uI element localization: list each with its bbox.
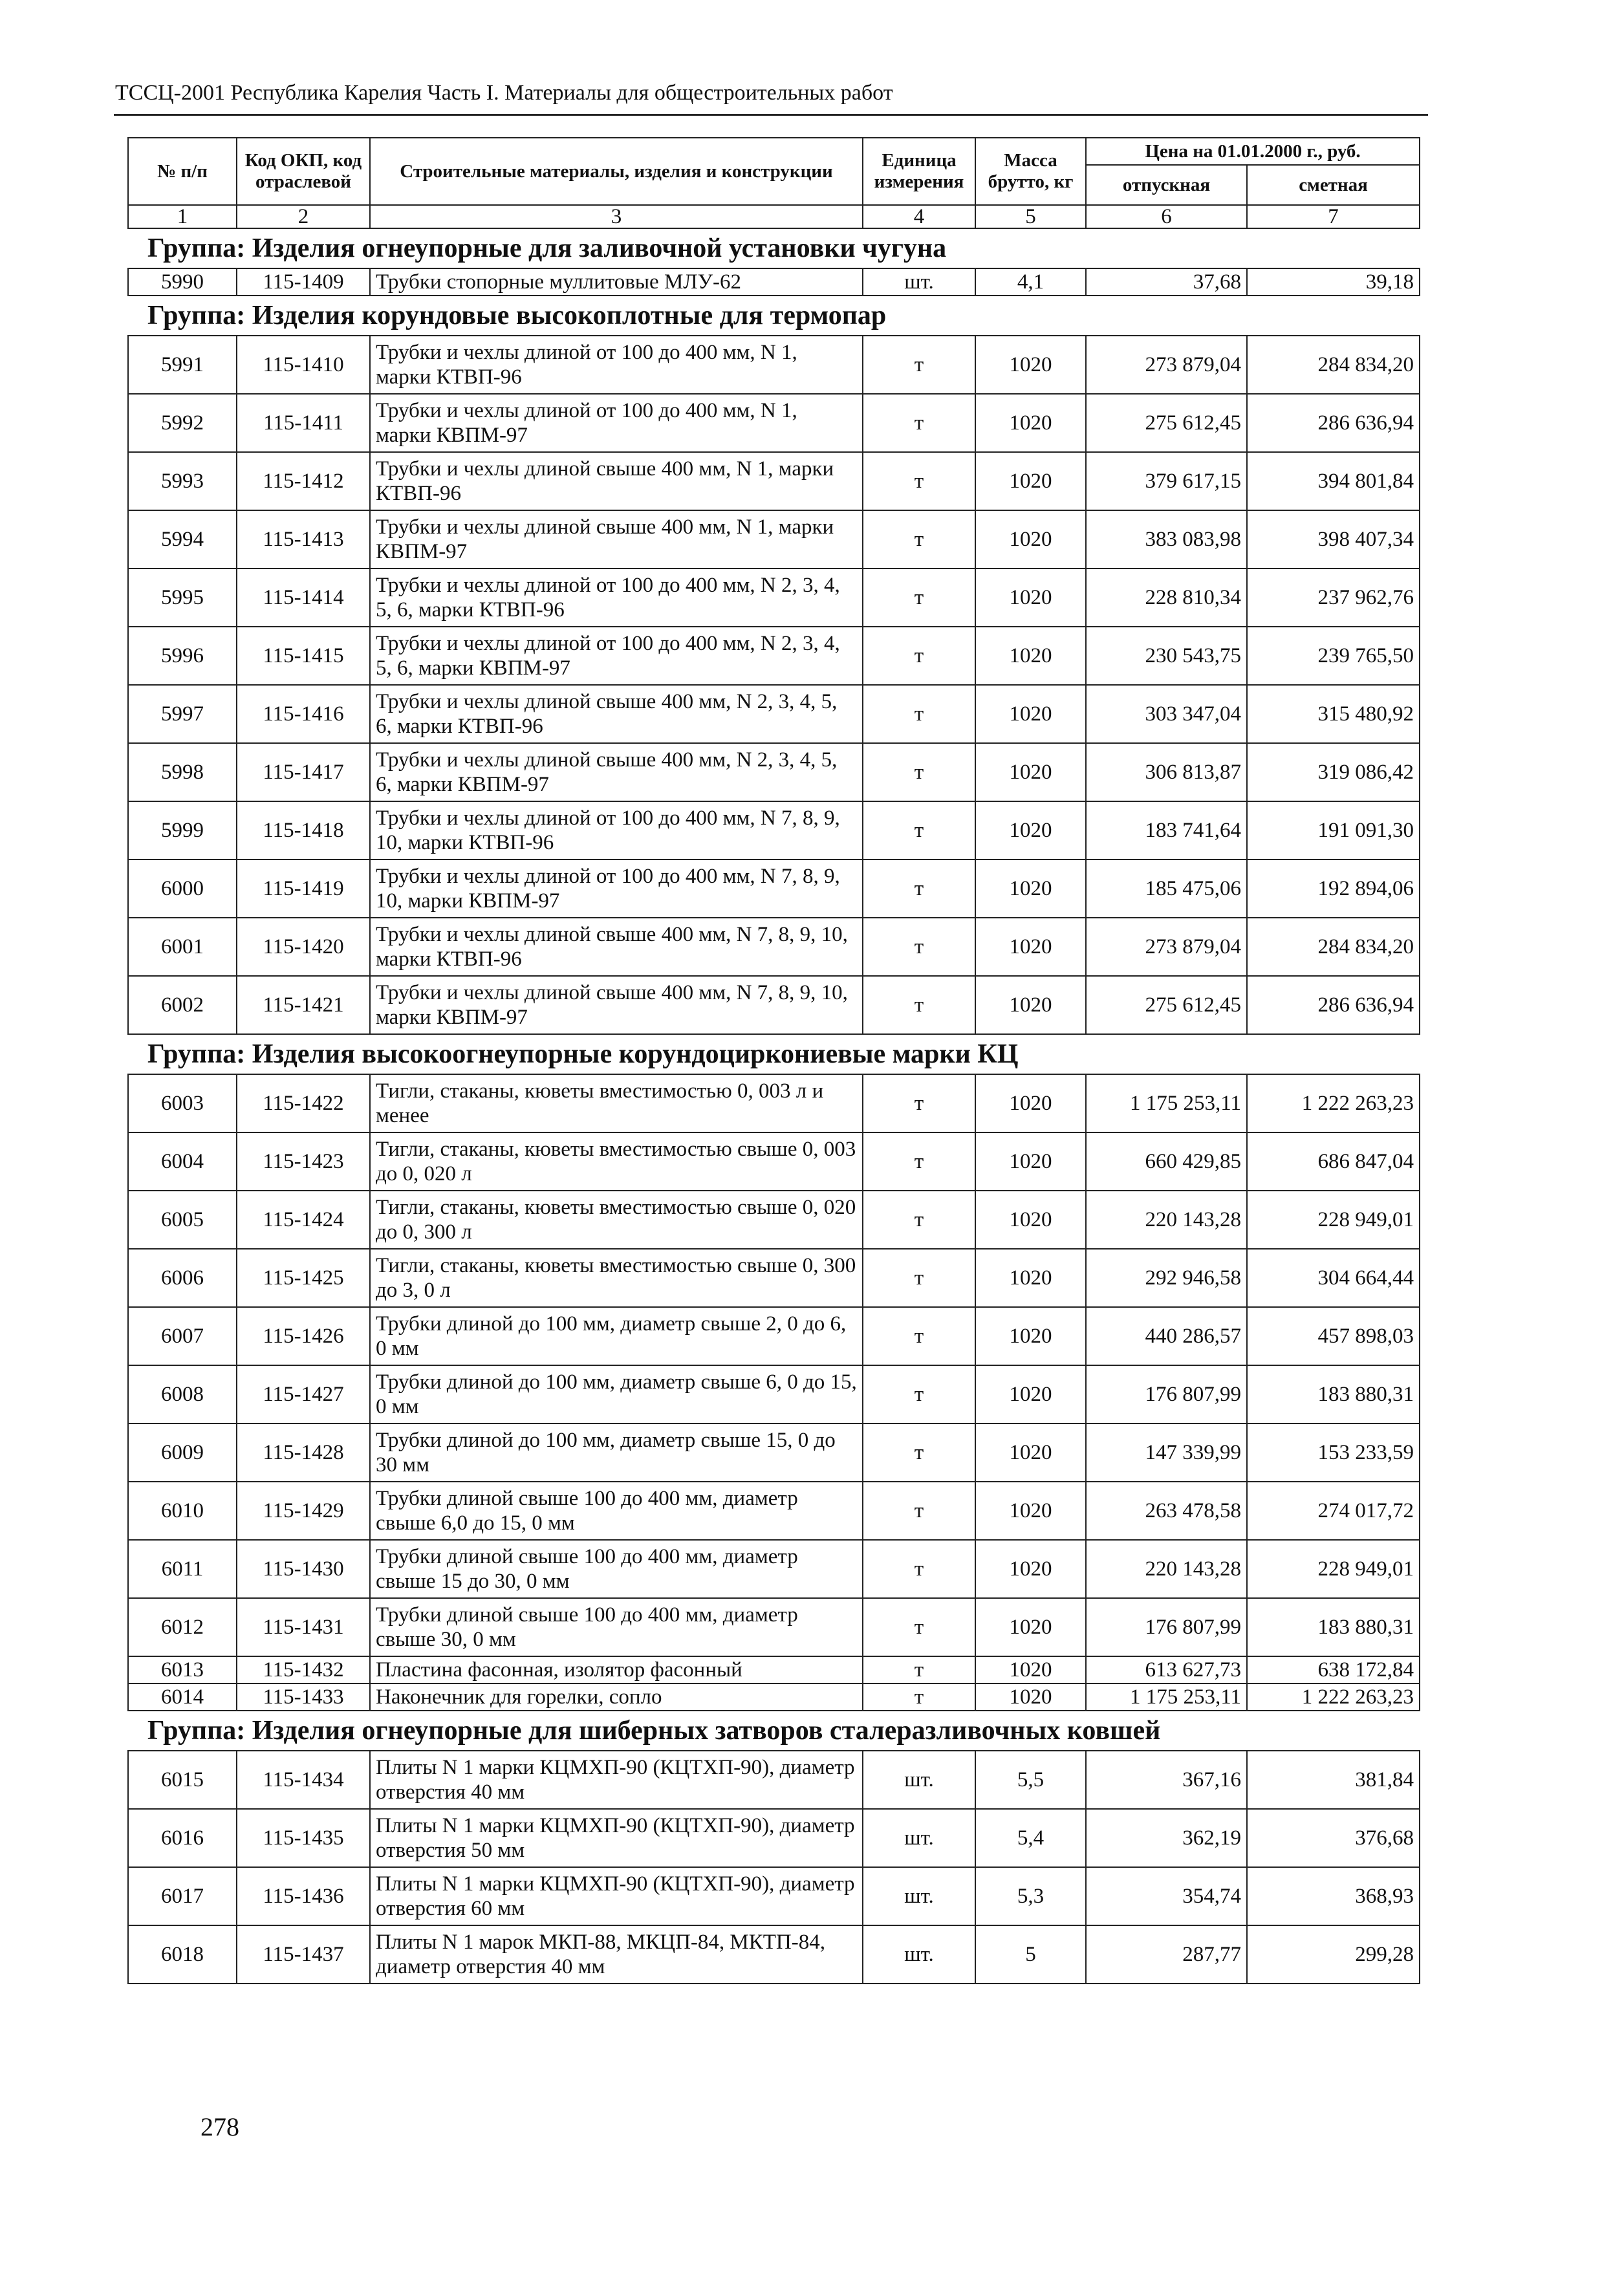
- row-name: Тигли, стаканы, кюветы вместимостью свыше 0, 300 до 3, 0 л: [370, 1249, 863, 1307]
- header-price-release: отпускная: [1086, 165, 1247, 205]
- row-price-release: 275 612,45: [1086, 394, 1247, 452]
- row-mass: 5,3: [975, 1867, 1086, 1925]
- row-index: 5999: [128, 801, 237, 860]
- row-name: Трубки длиной до 100 мм, диаметр свыше 15, 0 до 30 мм: [370, 1423, 863, 1482]
- row-unit: т: [863, 627, 975, 685]
- table-row: [128, 976, 1420, 1034]
- row-price-estimate: 284 834,20: [1247, 336, 1420, 394]
- row-price-release: 354,74: [1086, 1867, 1247, 1925]
- row-price-release: 292 946,58: [1086, 1249, 1247, 1307]
- row-index: 6015: [128, 1751, 237, 1809]
- row-code: 115-1409: [237, 268, 370, 296]
- row-index: 6014: [128, 1683, 237, 1711]
- row-name: Трубки и чехлы длиной от 100 до 400 мм, N 1, марки КВПМ-97: [370, 394, 863, 452]
- row-price-release: 220 143,28: [1086, 1191, 1247, 1249]
- table-row: [128, 452, 1420, 510]
- row-unit: т: [863, 1423, 975, 1482]
- header-num: № п/п: [128, 138, 237, 205]
- row-name: Трубки и чехлы длиной свыше 400 мм, N 7, 8, 9, 10, марки КТВП-96: [370, 918, 863, 976]
- row-mass: 1020: [975, 510, 1086, 568]
- row-unit: т: [863, 510, 975, 568]
- header-unit: Единица измерения: [863, 138, 975, 205]
- row-unit: т: [863, 394, 975, 452]
- row-code: 115-1412: [237, 452, 370, 510]
- row-mass: 1020: [975, 452, 1086, 510]
- row-price-estimate: 183 880,31: [1247, 1365, 1420, 1423]
- row-unit: т: [863, 743, 975, 801]
- row-unit: т: [863, 1598, 975, 1656]
- row-mass: 1020: [975, 1656, 1086, 1683]
- row-price-estimate: 304 664,44: [1247, 1249, 1420, 1307]
- row-index: 5998: [128, 743, 237, 801]
- row-mass: 5: [975, 1925, 1086, 1984]
- row-mass: 1020: [975, 336, 1086, 394]
- row-unit: т: [863, 918, 975, 976]
- header-mass: Масса брутто, кг: [975, 138, 1086, 205]
- row-name: Плиты N 1 марки КЦМХП-90 (КЦТХП-90), диаметр отверстия 40 мм: [370, 1751, 863, 1809]
- row-price-release: 183 741,64: [1086, 801, 1247, 860]
- row-price-release: 1 175 253,11: [1086, 1683, 1247, 1711]
- row-mass: 1020: [975, 1540, 1086, 1598]
- row-index: 5996: [128, 627, 237, 685]
- table-row: [128, 1683, 1420, 1711]
- table-row: [128, 1809, 1420, 1867]
- row-code: 115-1417: [237, 743, 370, 801]
- row-code: 115-1415: [237, 627, 370, 685]
- row-price-release: 176 807,99: [1086, 1365, 1247, 1423]
- row-price-release: 660 429,85: [1086, 1132, 1247, 1191]
- row-code: 115-1411: [237, 394, 370, 452]
- row-code: 115-1437: [237, 1925, 370, 1984]
- row-code: 115-1424: [237, 1191, 370, 1249]
- row-name: Плиты N 1 марок МКП-88, МКЦП-84, МКТП-84, диаметр отверстия 40 мм: [370, 1925, 863, 1984]
- table-row: [128, 801, 1420, 860]
- row-name: Трубки длиной до 100 мм, диаметр свыше 6, 0 до 15, 0 мм: [370, 1365, 863, 1423]
- table-row: [128, 1249, 1420, 1307]
- row-name: Тигли, стаканы, кюветы вместимостью свыше 0, 020 до 0, 300 л: [370, 1191, 863, 1249]
- row-price-estimate: 315 480,92: [1247, 685, 1420, 743]
- row-unit: шт.: [863, 1809, 975, 1867]
- row-code: 115-1430: [237, 1540, 370, 1598]
- row-unit: т: [863, 1307, 975, 1365]
- row-index: 6017: [128, 1867, 237, 1925]
- row-name: Трубки длиной свыше 100 до 400 мм, диаметр свыше 6,0 до 15, 0 мм: [370, 1482, 863, 1540]
- row-price-estimate: 286 636,94: [1247, 394, 1420, 452]
- row-price-estimate: 686 847,04: [1247, 1132, 1420, 1191]
- row-unit: шт.: [863, 1925, 975, 1984]
- row-unit: т: [863, 1074, 975, 1132]
- row-code: 115-1422: [237, 1074, 370, 1132]
- row-name: Трубки и чехлы длиной от 100 до 400 мм, N 7, 8, 9, 10, марки КВПМ-97: [370, 860, 863, 918]
- table-row: [128, 394, 1420, 452]
- row-mass: 4,1: [975, 268, 1086, 296]
- table-row: [128, 1867, 1420, 1925]
- row-price-estimate: 192 894,06: [1247, 860, 1420, 918]
- row-price-estimate: 1 222 263,23: [1247, 1683, 1420, 1711]
- row-code: 115-1414: [237, 568, 370, 627]
- row-price-estimate: 39,18: [1247, 268, 1420, 296]
- row-index: 5994: [128, 510, 237, 568]
- row-name: Плиты N 1 марки КЦМХП-90 (КЦТХП-90), диаметр отверстия 60 мм: [370, 1867, 863, 1925]
- row-price-release: 220 143,28: [1086, 1540, 1247, 1598]
- row-price-estimate: 183 880,31: [1247, 1598, 1420, 1656]
- row-unit: т: [863, 1132, 975, 1191]
- group-heading-row: [128, 296, 1420, 336]
- row-name: Трубки и чехлы длиной от 100 до 400 мм, N 2, 3, 4, 5, 6, марки КВПМ-97: [370, 627, 863, 685]
- row-code: 115-1431: [237, 1598, 370, 1656]
- row-name: Трубки и чехлы длиной свыше 400 мм, N 1, марки КТВП-96: [370, 452, 863, 510]
- row-mass: 5,4: [975, 1809, 1086, 1867]
- row-unit: т: [863, 568, 975, 627]
- row-index: 6004: [128, 1132, 237, 1191]
- table-row: [128, 510, 1420, 568]
- row-mass: 1020: [975, 801, 1086, 860]
- row-code: 115-1436: [237, 1867, 370, 1925]
- row-mass: 1020: [975, 976, 1086, 1034]
- row-index: 6009: [128, 1423, 237, 1482]
- row-price-estimate: 638 172,84: [1247, 1656, 1420, 1683]
- row-code: 115-1425: [237, 1249, 370, 1307]
- table-row: [128, 1540, 1420, 1598]
- group-heading-row: [128, 1034, 1420, 1074]
- row-mass: 1020: [975, 743, 1086, 801]
- row-index: 6001: [128, 918, 237, 976]
- row-unit: шт.: [863, 268, 975, 296]
- row-code: 115-1413: [237, 510, 370, 568]
- column-number: 6: [1086, 205, 1247, 228]
- row-name: Трубки длиной свыше 100 до 400 мм, диаметр свыше 15 до 30, 0 мм: [370, 1540, 863, 1598]
- row-name: Трубки и чехлы длиной свыше 400 мм, N 2, 3, 4, 5, 6, марки КТВП-96: [370, 685, 863, 743]
- row-code: 115-1435: [237, 1809, 370, 1867]
- row-price-estimate: 319 086,42: [1247, 743, 1420, 801]
- row-price-estimate: 299,28: [1247, 1925, 1420, 1984]
- group-heading-row: [128, 1711, 1420, 1751]
- row-index: 6018: [128, 1925, 237, 1984]
- row-mass: 1020: [975, 1598, 1086, 1656]
- column-number: 7: [1247, 205, 1420, 228]
- row-price-estimate: 228 949,01: [1247, 1540, 1420, 1598]
- row-code: 115-1418: [237, 801, 370, 860]
- table-row: [128, 268, 1420, 296]
- row-code: 115-1416: [237, 685, 370, 743]
- row-index: 6006: [128, 1249, 237, 1307]
- row-mass: 1020: [975, 1482, 1086, 1540]
- table-row: [128, 1074, 1420, 1132]
- page-number: 278: [200, 2112, 239, 2141]
- row-mass: 1020: [975, 1191, 1086, 1249]
- group-heading-row: [128, 228, 1420, 268]
- row-index: 6012: [128, 1598, 237, 1656]
- row-unit: т: [863, 976, 975, 1034]
- group-title: Группа: Изделия огнеупорные для шиберных затворов сталеразливочных ковшей: [147, 1716, 1161, 1746]
- table-row: [128, 1925, 1420, 1984]
- row-price-release: 306 813,87: [1086, 743, 1247, 801]
- row-unit: т: [863, 1365, 975, 1423]
- column-number: 5: [975, 205, 1086, 228]
- table-row: [128, 1191, 1420, 1249]
- row-index: 6011: [128, 1540, 237, 1598]
- row-price-estimate: 228 949,01: [1247, 1191, 1420, 1249]
- row-price-release: 37,68: [1086, 268, 1247, 296]
- row-unit: т: [863, 1540, 975, 1598]
- row-price-release: 367,16: [1086, 1751, 1247, 1809]
- row-index: 6013: [128, 1656, 237, 1683]
- header-code: Код ОКП, код отраслевой: [237, 138, 370, 205]
- row-mass: 1020: [975, 1683, 1086, 1711]
- row-price-estimate: 394 801,84: [1247, 452, 1420, 510]
- row-price-estimate: 368,93: [1247, 1867, 1420, 1925]
- row-unit: т: [863, 1683, 975, 1711]
- row-name: Трубки и чехлы длиной от 100 до 400 мм, N 2, 3, 4, 5, 6, марки КТВП-96: [370, 568, 863, 627]
- column-number: 4: [863, 205, 975, 228]
- row-mass: 1020: [975, 860, 1086, 918]
- row-unit: т: [863, 1656, 975, 1683]
- table-row: [128, 1598, 1420, 1656]
- row-name: Трубки и чехлы длиной свыше 400 мм, N 2, 3, 4, 5, 6, марки КВПМ-97: [370, 743, 863, 801]
- row-price-estimate: 284 834,20: [1247, 918, 1420, 976]
- running-header: ТССЦ-2001 Республика Карелия Часть I. Материалы для общестроительных работ: [115, 81, 893, 105]
- row-price-release: 275 612,45: [1086, 976, 1247, 1034]
- price-table: [127, 137, 1420, 1984]
- row-index: 6002: [128, 976, 237, 1034]
- group-title: Группа: Изделия корундовые высокоплотные для термопар: [147, 301, 887, 330]
- column-number: 3: [370, 205, 863, 228]
- row-price-release: 362,19: [1086, 1809, 1247, 1867]
- row-price-release: 440 286,57: [1086, 1307, 1247, 1365]
- row-code: 115-1423: [237, 1132, 370, 1191]
- row-price-estimate: 191 091,30: [1247, 801, 1420, 860]
- row-index: 5997: [128, 685, 237, 743]
- row-name: Трубки длиной свыше 100 до 400 мм, диаметр свыше 30, 0 мм: [370, 1598, 863, 1656]
- row-unit: т: [863, 1482, 975, 1540]
- table-row: [128, 1365, 1420, 1423]
- column-number: 1: [128, 205, 237, 228]
- row-price-release: 383 083,98: [1086, 510, 1247, 568]
- table-row: [128, 918, 1420, 976]
- row-code: 115-1421: [237, 976, 370, 1034]
- row-mass: 1020: [975, 627, 1086, 685]
- row-unit: т: [863, 452, 975, 510]
- row-price-release: 1 175 253,11: [1086, 1074, 1247, 1132]
- header-row: [128, 138, 1420, 165]
- table-row: [128, 743, 1420, 801]
- row-price-estimate: 237 962,76: [1247, 568, 1420, 627]
- row-price-release: 263 478,58: [1086, 1482, 1247, 1540]
- row-code: 115-1429: [237, 1482, 370, 1540]
- table-row: [128, 1656, 1420, 1683]
- row-unit: т: [863, 1249, 975, 1307]
- row-name: Тигли, стаканы, кюветы вместимостью 0, 003 л и менее: [370, 1074, 863, 1132]
- row-mass: 1020: [975, 1365, 1086, 1423]
- header-name: Строительные материалы, изделия и конструкции: [370, 138, 863, 205]
- row-price-release: 287,77: [1086, 1925, 1247, 1984]
- row-price-estimate: 381,84: [1247, 1751, 1420, 1809]
- row-index: 5990: [128, 268, 237, 296]
- row-price-release: 147 339,99: [1086, 1423, 1247, 1482]
- row-name: Наконечник для горелки, сопло: [370, 1683, 863, 1711]
- row-code: 115-1432: [237, 1656, 370, 1683]
- table-row: [128, 336, 1420, 394]
- row-mass: 1020: [975, 1074, 1086, 1132]
- row-unit: шт.: [863, 1751, 975, 1809]
- row-price-release: 176 807,99: [1086, 1598, 1247, 1656]
- header-price-group: Цена на 01.01.2000 г., руб.: [1086, 138, 1420, 165]
- row-name: Трубки и чехлы длиной от 100 до 400 мм, N 1, марки КТВП-96: [370, 336, 863, 394]
- row-index: 6008: [128, 1365, 237, 1423]
- row-index: 5993: [128, 452, 237, 510]
- row-unit: т: [863, 1191, 975, 1249]
- row-price-release: 273 879,04: [1086, 918, 1247, 976]
- row-index: 5992: [128, 394, 237, 452]
- row-code: 115-1433: [237, 1683, 370, 1711]
- row-unit: т: [863, 801, 975, 860]
- group-title: Группа: Изделия огнеупорные для заливочной установки чугуна: [147, 233, 947, 263]
- row-price-release: 185 475,06: [1086, 860, 1247, 918]
- row-index: 6007: [128, 1307, 237, 1365]
- row-code: 115-1420: [237, 918, 370, 976]
- row-name: Плиты N 1 марки КЦМХП-90 (КЦТХП-90), диаметр отверстия 50 мм: [370, 1809, 863, 1867]
- table-row: [128, 568, 1420, 627]
- table-row: [128, 1307, 1420, 1365]
- row-unit: т: [863, 685, 975, 743]
- row-price-release: 273 879,04: [1086, 336, 1247, 394]
- row-index: 6000: [128, 860, 237, 918]
- row-index: 6016: [128, 1809, 237, 1867]
- row-code: 115-1434: [237, 1751, 370, 1809]
- row-price-estimate: 286 636,94: [1247, 976, 1420, 1034]
- row-name: Трубки и чехлы длиной свыше 400 мм, N 7, 8, 9, 10, марки КВПМ-97: [370, 976, 863, 1034]
- row-name: Трубки и чехлы длиной свыше 400 мм, N 1, марки КВПМ-97: [370, 510, 863, 568]
- row-price-release: 379 617,15: [1086, 452, 1247, 510]
- row-mass: 1020: [975, 394, 1086, 452]
- table-row: [128, 860, 1420, 918]
- row-code: 115-1426: [237, 1307, 370, 1365]
- row-index: 6005: [128, 1191, 237, 1249]
- header-rule: [114, 114, 1428, 116]
- row-name: Трубки стопорные муллитовые МЛУ-62: [370, 268, 863, 296]
- row-unit: т: [863, 860, 975, 918]
- row-name: Тигли, стаканы, кюветы вместимостью свыше 0, 003 до 0, 020 л: [370, 1132, 863, 1191]
- row-price-estimate: 376,68: [1247, 1809, 1420, 1867]
- row-name: Пластина фасонная, изолятор фасонный: [370, 1656, 863, 1683]
- table-row: [128, 627, 1420, 685]
- row-mass: 1020: [975, 1249, 1086, 1307]
- row-price-release: 303 347,04: [1086, 685, 1247, 743]
- group-title: Группа: Изделия высокоогнеупорные корундоциркониевые марки КЦ: [147, 1039, 1019, 1069]
- row-unit: т: [863, 336, 975, 394]
- row-code: 115-1427: [237, 1365, 370, 1423]
- row-price-release: 230 543,75: [1086, 627, 1247, 685]
- row-price-estimate: 153 233,59: [1247, 1423, 1420, 1482]
- table-row: [128, 1482, 1420, 1540]
- row-code: 115-1419: [237, 860, 370, 918]
- column-number: 2: [237, 205, 370, 228]
- row-code: 115-1410: [237, 336, 370, 394]
- table-row: [128, 685, 1420, 743]
- table-row: [128, 1423, 1420, 1482]
- row-name: Трубки и чехлы длиной от 100 до 400 мм, N 7, 8, 9, 10, марки КТВП-96: [370, 801, 863, 860]
- row-name: Трубки длиной до 100 мм, диаметр свыше 2, 0 до 6, 0 мм: [370, 1307, 863, 1365]
- row-index: 6003: [128, 1074, 237, 1132]
- column-numbers-row: [128, 205, 1420, 228]
- row-mass: 1020: [975, 685, 1086, 743]
- row-price-estimate: 274 017,72: [1247, 1482, 1420, 1540]
- row-mass: 5,5: [975, 1751, 1086, 1809]
- row-mass: 1020: [975, 1307, 1086, 1365]
- row-index: 6010: [128, 1482, 237, 1540]
- row-price-estimate: 457 898,03: [1247, 1307, 1420, 1365]
- row-price-release: 228 810,34: [1086, 568, 1247, 627]
- table-body: [128, 228, 1420, 1984]
- row-code: 115-1428: [237, 1423, 370, 1482]
- row-unit: шт.: [863, 1867, 975, 1925]
- table-row: [128, 1751, 1420, 1809]
- row-mass: 1020: [975, 568, 1086, 627]
- row-price-estimate: 239 765,50: [1247, 627, 1420, 685]
- table-row: [128, 1132, 1420, 1191]
- row-index: 5991: [128, 336, 237, 394]
- row-price-release: 613 627,73: [1086, 1656, 1247, 1683]
- row-index: 5995: [128, 568, 237, 627]
- row-mass: 1020: [975, 1423, 1086, 1482]
- header-price-estimate: сметная: [1247, 165, 1420, 205]
- row-price-estimate: 1 222 263,23: [1247, 1074, 1420, 1132]
- row-mass: 1020: [975, 1132, 1086, 1191]
- row-mass: 1020: [975, 918, 1086, 976]
- row-price-estimate: 398 407,34: [1247, 510, 1420, 568]
